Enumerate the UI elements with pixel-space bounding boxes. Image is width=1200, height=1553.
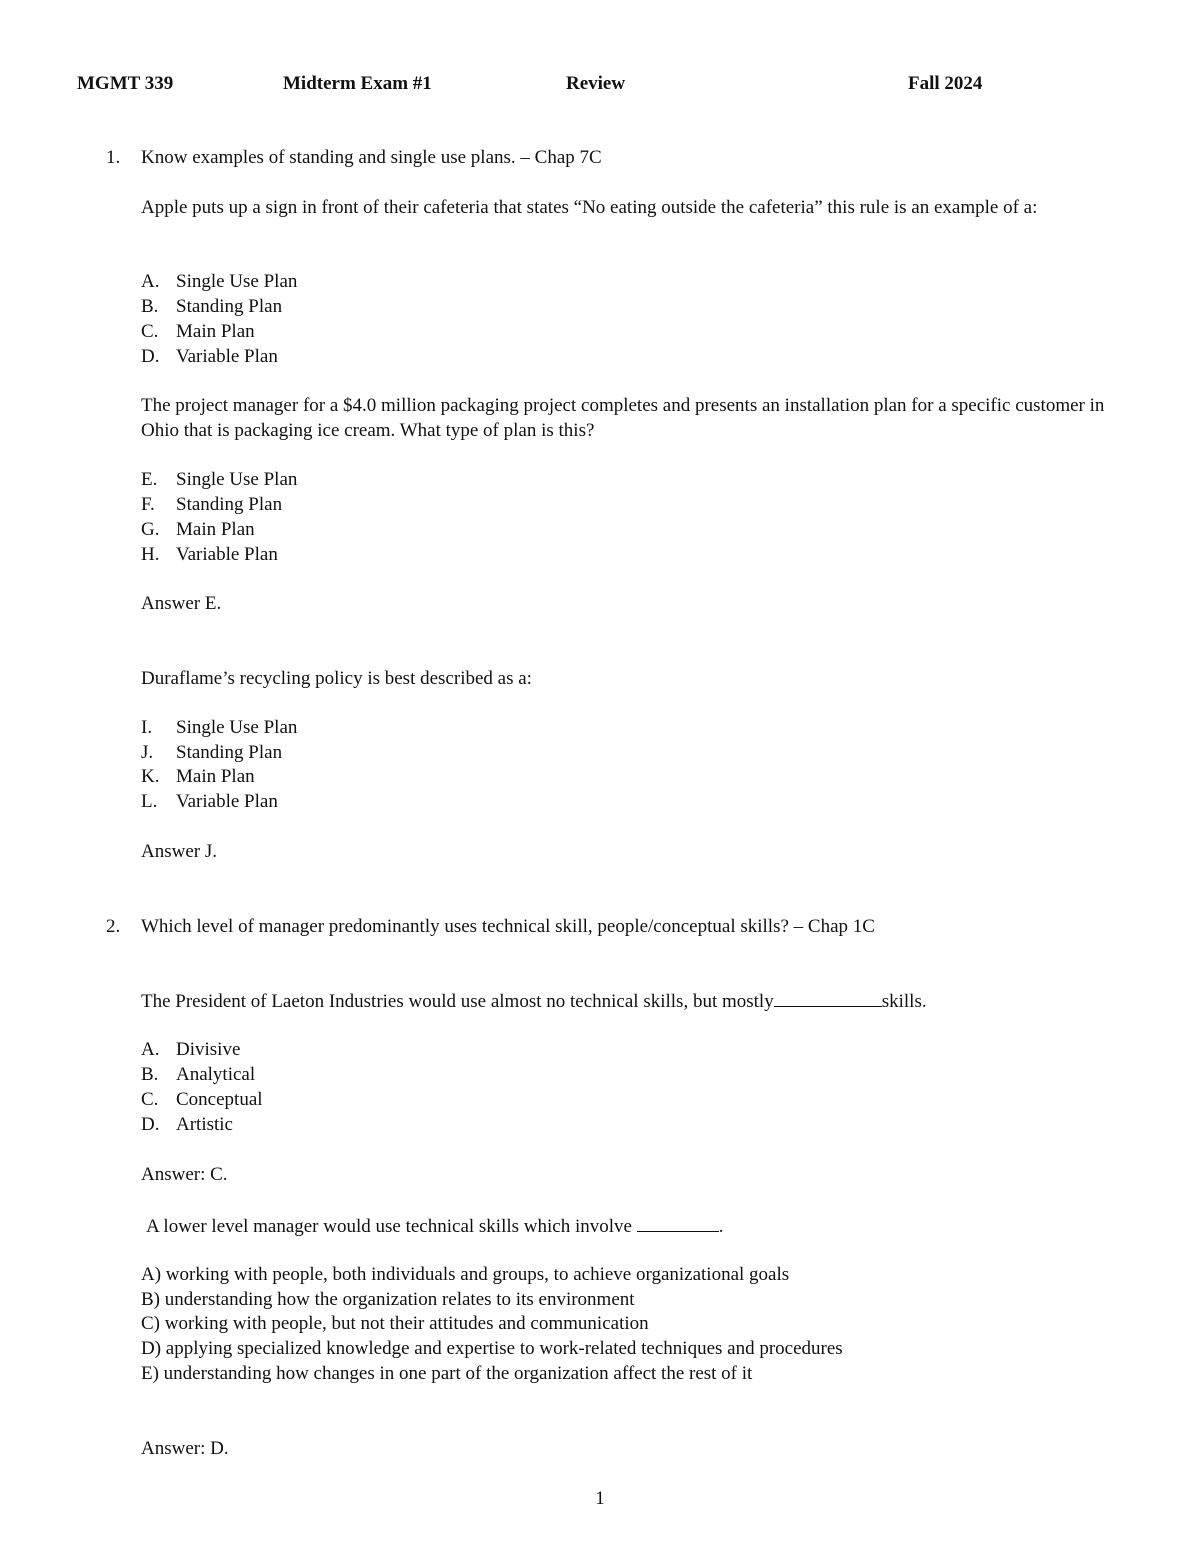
option-item: [141, 320, 255, 345]
option-letter: B.: [141, 1064, 159, 1085]
fill-in-blank: [637, 1213, 719, 1232]
option-item: [141, 1088, 263, 1113]
option-letter: G.: [141, 519, 160, 540]
option-item: C) working with people, but not their attitudes and communication: [141, 1313, 649, 1334]
option-letter: F.: [141, 494, 155, 515]
option-item: [141, 1038, 240, 1063]
option-item: [141, 790, 278, 815]
option-letter: K.: [141, 766, 160, 787]
option-letter: C.: [141, 1089, 159, 1110]
option-text: Variable Plan: [176, 791, 278, 812]
question-text-before: A lower level manager would use technical skills which involve: [146, 1216, 632, 1237]
option-text: Divisive: [176, 1039, 241, 1060]
option-letter: H.: [141, 544, 160, 565]
option-letter: C.: [141, 321, 159, 342]
option-item: [141, 1063, 255, 1088]
option-text: Single Use Plan: [176, 717, 298, 738]
option-text: Variable Plan: [176, 544, 278, 565]
option-item: D) applying specialized knowledge and expertise to work-related techniques and procedures: [141, 1338, 843, 1359]
question-2-part-2-text: [146, 1213, 1136, 1240]
option-letter: B.: [141, 296, 159, 317]
header-review: Review: [566, 73, 626, 94]
option-text: Analytical: [176, 1064, 256, 1085]
option-item: [141, 295, 282, 320]
question-2-prompt: Which level of manager predominantly uses technical skill, people/conceptual skills? – Chap 1C: [141, 916, 875, 937]
option-text: Single Use Plan: [176, 271, 298, 292]
question-1-prompt: Know examples of standing and single use plans. – Chap 7C: [141, 147, 602, 168]
option-item: [141, 518, 255, 543]
option-item: [141, 741, 282, 766]
option-item: [141, 468, 297, 493]
question-2-number: 2.: [106, 916, 121, 937]
question-2-part-1-text: [141, 988, 1131, 1015]
question-text-before: The President of Laeton Industries would use almost no technical skills, but mostly: [141, 991, 774, 1012]
header-course: MGMT 339: [77, 73, 174, 94]
question-1-part-3-text: Duraflame’s recycling policy is best described as a:: [141, 668, 532, 689]
option-text: Standing Plan: [176, 742, 283, 763]
answer-text: Answer J.: [141, 841, 217, 862]
option-letter: I.: [141, 717, 153, 738]
option-item: A) working with people, both individuals and groups, to achieve organizational goals: [141, 1264, 790, 1285]
option-item: [141, 543, 278, 568]
page-number: 1: [595, 1488, 605, 1509]
option-item: [141, 493, 282, 518]
option-item: [141, 1113, 233, 1138]
option-letter: L.: [141, 791, 158, 812]
question-text-after: skills.: [881, 991, 927, 1012]
option-letter: A.: [141, 1039, 160, 1060]
option-item: B) understanding how the organization relates to its environment: [141, 1289, 635, 1310]
option-text: Main Plan: [176, 519, 255, 540]
option-text: Standing Plan: [176, 296, 283, 317]
answer-text: Answer: D.: [141, 1438, 229, 1459]
question-text-after: .: [718, 1216, 724, 1237]
answer-text: Answer E.: [141, 593, 222, 614]
option-item: E) understanding how changes in one part of the organization affect the rest of it: [141, 1363, 753, 1384]
header-term: Fall 2024: [908, 73, 983, 94]
option-text: Variable Plan: [176, 346, 278, 367]
option-text: Main Plan: [176, 766, 255, 787]
option-item: [141, 270, 297, 295]
fill-in-blank: [774, 988, 882, 1007]
option-item: [141, 345, 278, 370]
question-1-part-1-text: Apple puts up a sign in front of their cafeteria that states “No eating outside the cafeteria” this rule is an example of a:: [141, 197, 1038, 218]
option-item: [141, 765, 255, 790]
option-text: Standing Plan: [176, 494, 283, 515]
option-letter: E.: [141, 469, 158, 490]
answer-text: Answer: C.: [141, 1164, 228, 1185]
option-text: Conceptual: [176, 1089, 263, 1110]
question-1-part-2-text: The project manager for a $4.0 million packaging project completes and presents an installation plan for a specific customer in Ohio that is packaging ice cream. What type of plan is this?: [141, 395, 1105, 441]
option-text: Main Plan: [176, 321, 255, 342]
option-item: [141, 716, 297, 741]
header-exam: Midterm Exam #1: [283, 73, 432, 94]
option-letter: A.: [141, 271, 160, 292]
option-text: Single Use Plan: [176, 469, 298, 490]
question-1-number: 1.: [106, 147, 121, 168]
option-letter: D.: [141, 346, 160, 367]
page-header: [0, 72, 1200, 98]
option-text: Artistic: [176, 1114, 233, 1135]
option-letter: D.: [141, 1114, 160, 1135]
option-letter: J.: [141, 742, 154, 763]
